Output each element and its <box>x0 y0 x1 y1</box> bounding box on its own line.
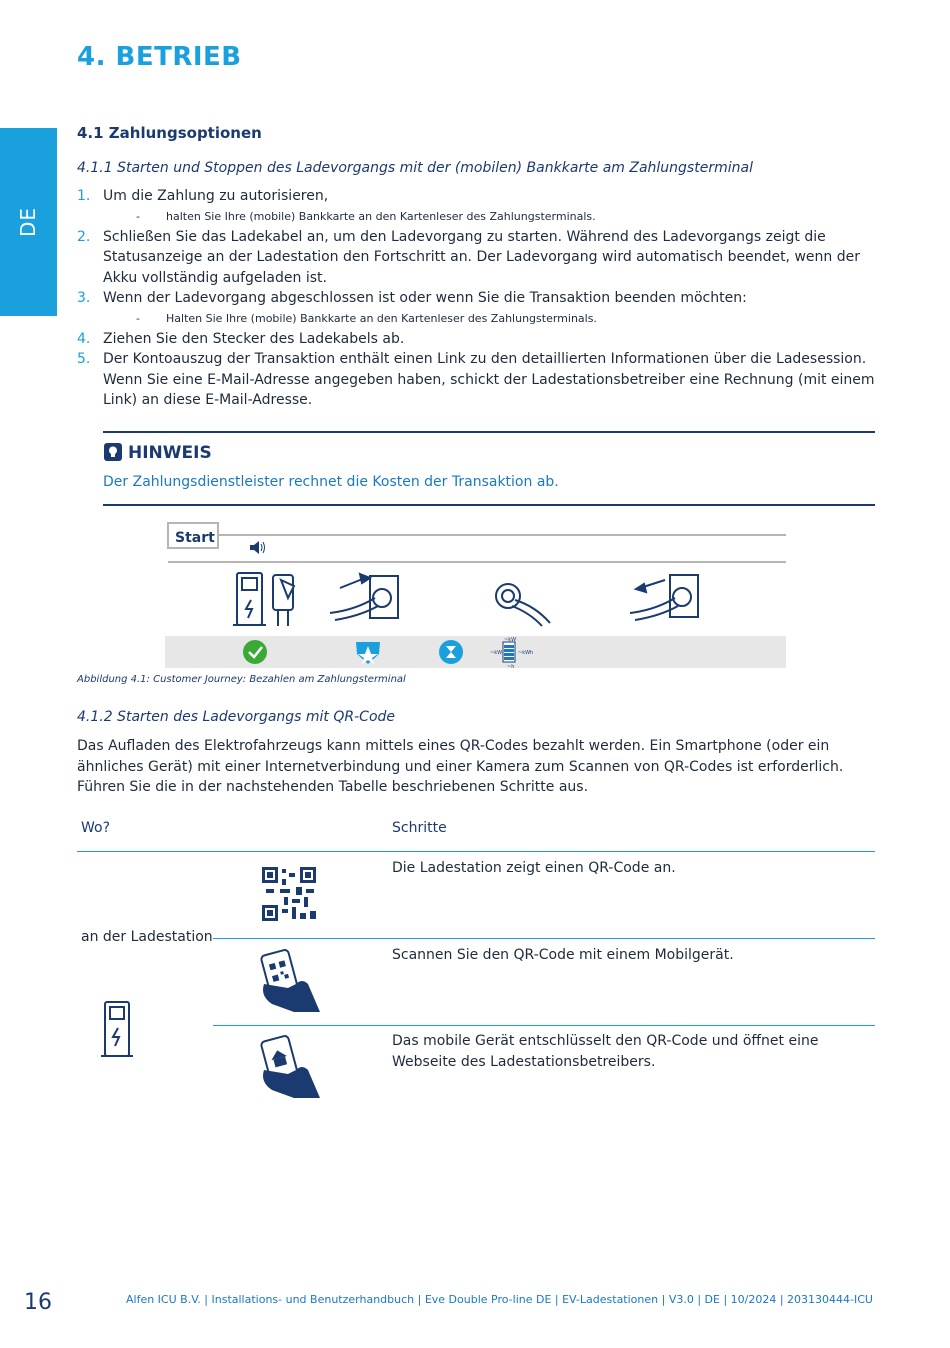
kwh-label: ~kWh <box>518 650 534 656</box>
table-header-rule <box>77 851 875 852</box>
sub-item <box>103 311 877 327</box>
speaker-icon <box>250 541 265 554</box>
charging-station-terminal-icon <box>233 573 294 626</box>
note-text: Der Zahlungsdienstleister rechnet die Kosten der Transaktion ab. <box>103 474 559 490</box>
start-label: Start <box>175 530 215 546</box>
step-text: Ziehen Sie den Stecker des Ladekabels ab. <box>103 330 405 347</box>
kw-label-left: ~kW <box>490 650 503 656</box>
step-number: 2. <box>77 228 91 245</box>
footer-text: Alfen ICU B.V. | Installations- und Benutzerhandbuch | Eve Double Pro-line DE | EV-Ladestationen | V3.0 | DE | 10/2024 | 203130444-ICU <box>125 1293 873 1306</box>
qr-code-icon <box>262 867 316 921</box>
section-title: 4.1 Zahlungsoptionen <box>77 124 262 142</box>
list-item <box>77 227 877 289</box>
intro-paragraph: Das Aufladen des Elektrofahrzeugs kann mittels eines QR-Codes bezahlt werden. Ein Smartphone (oder ein ähnliches Gerät) mit einer Internetverbindung und einer Kamera zum Scannen von QR-Codes ist erforderlich. Führen Sie die in der nachstehenden Tabelle beschriebenen Schritte aus. <box>77 738 844 795</box>
subsection-title-card: 4.1.1 Starten und Stoppen des Ladevorgangs mit der (mobilen) Bankkarte am Zahlungsterminal <box>77 160 753 176</box>
list-item <box>77 329 877 350</box>
table-where-value: an der Ladestation <box>81 929 213 945</box>
table-step-2: Scannen Sie den QR-Code mit einem Mobilgerät. <box>392 947 734 963</box>
list-item <box>77 288 877 327</box>
chapter-title: 4. BETRIEB <box>77 42 242 72</box>
note-bottom-rule <box>103 504 875 506</box>
table-step-3: Das mobile Gerät entschlüsselt den QR-Code und öffnet eine Webseite des Ladestationsbetreibers. <box>392 1033 819 1070</box>
subsection-title-qr: 4.1.2 Starten des Ladevorgangs mit QR-Code <box>77 709 396 725</box>
step-number: 1. <box>77 188 91 204</box>
sub-text: Halten Sie Ihre (mobile) Bankkarte an den Kartenleser des Zahlungsterminals. <box>166 311 597 325</box>
language-tab <box>0 128 57 316</box>
table-row-divider <box>213 1025 875 1026</box>
table-header-where: Wo? <box>81 820 111 836</box>
sub-item <box>103 209 877 225</box>
figure-caption: Abbildung 4.1: Customer Journey: Bezahlen am Zahlungsterminal <box>77 674 406 685</box>
steps-list <box>77 186 877 411</box>
phone-scan-qr-icon <box>258 948 322 1012</box>
h-label: ~h <box>507 664 515 670</box>
table-row-divider <box>213 938 875 939</box>
table-header-steps: Schritte <box>392 820 447 836</box>
list-item <box>77 349 877 411</box>
charging-plug-icon <box>496 584 550 626</box>
checkmark-icon <box>243 640 267 664</box>
step-text: Schließen Sie das Ladekabel an, um den Ladevorgang zu starten. Während des Ladevorgangs zeigt die Statusanzeige an der Ladestation den Fortschritt an. Der Ladevorgang wird automatisch beendet, wenn der Akku vollständig aufgeladen ist. <box>103 228 860 286</box>
sub-dash: - <box>136 209 140 223</box>
hourglass-icon <box>439 640 463 664</box>
step-number: 5. <box>77 351 91 367</box>
customer-journey-figure <box>160 518 790 672</box>
page-number: 16 <box>24 1290 52 1315</box>
battery-gauge-icon <box>503 642 515 662</box>
plug-in-cable-icon <box>330 574 398 620</box>
step-text: Um die Zahlung zu autorisieren, <box>103 188 329 204</box>
step-text: Wenn der Ladevorgang abgeschlossen ist oder wenn Sie die Transaktion beenden möchten: <box>103 290 747 306</box>
unplug-cable-icon <box>630 575 698 620</box>
language-tab-label: DE <box>16 206 40 238</box>
list-item <box>77 186 877 225</box>
step-text: Der Kontoauszug der Transaktion enthält einen Link zu den detaillierten Informationen über die Ladesession. Wenn Sie eine E-Mail-Adresse angegeben haben, schickt der Ladestationsbetreiber eine Rechnung (mit einem Link) an diese E-Mail-Adresse. <box>103 351 875 408</box>
sub-text: halten Sie Ihre (mobile) Bankkarte an den Kartenleser des Zahlungsterminals. <box>166 209 596 223</box>
sub-dash: - <box>136 311 140 325</box>
step-number: 4. <box>77 330 91 347</box>
step-number: 3. <box>77 290 91 306</box>
note-top-rule <box>103 431 875 433</box>
charging-station-icon <box>100 1000 136 1060</box>
phone-website-icon <box>258 1034 322 1098</box>
lightbulb-icon <box>104 443 122 461</box>
table-step-1: Die Ladestation zeigt einen QR-Code an. <box>392 860 676 876</box>
kw-label-top: ~kW <box>504 637 517 643</box>
note-title: HINWEIS <box>128 443 212 463</box>
